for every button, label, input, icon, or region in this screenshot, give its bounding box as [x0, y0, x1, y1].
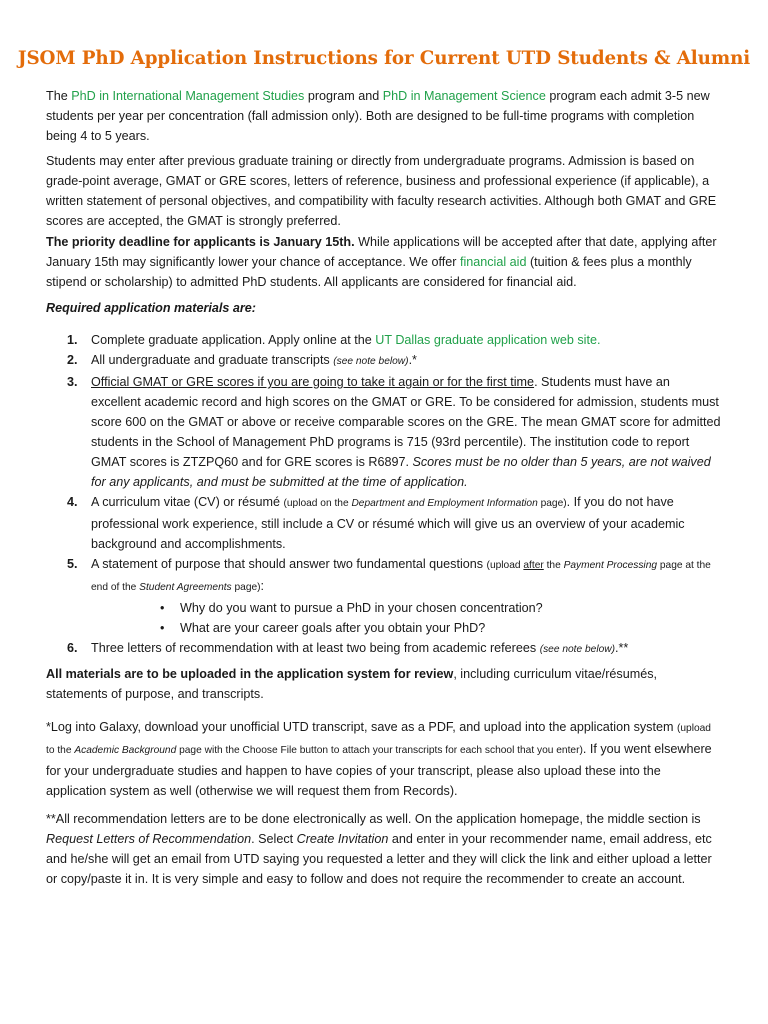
bullet-icon: • [160, 621, 165, 635]
list-item: 4. A curriculum vitae (CV) or résumé (upload on the Department and Employment Information page). If you do not have professional work experience, still include a CV or résumé which will give us an overview of your academic background and accomplishments. [67, 495, 685, 551]
purpose-questions [46, 598, 722, 638]
galaxy-paragraph: *Log into Galaxy, download your unofficial UTD transcript, save as a PDF, and upload into the application system (upload to the Academic Background page with the Choose File button to attach your transcripts for each school that you enter). If you went elsewhere for your undergraduate studies and happen to have copies of your transcript, please also upload these into the application system as well (otherwise we will request them from Records). [46, 720, 712, 798]
list-item: 5. A statement of purpose that should answer two fundamental questions (upload after the Payment Processing page at the end of the Student Agreements page): • Why do you want to pursue a PhD in your chosen concentration? • What are your career goals after you obtain your PhD? [46, 554, 722, 638]
list-item: 2. All undergraduate and graduate transcripts (see note below).* [67, 353, 417, 367]
list-item: • Why do you want to pursue a PhD in your chosen concentration? [46, 598, 722, 618]
list-item: 3. Official GMAT or GRE scores if you are going to take it again or for the first time. Students must have an excellent academic record and high scores on the GMAT or GRE. To be considered for admission, students must score 600 on the GMAT or above or receive comparable scores on the GRE. The mean GMAT score for admitted students in the School of Management PhD programs is 715 (93rd percentile). The institution code to report GMAT scores is ZTZPQ60 and for GRE scores is R6897. Scores must be no older than 5 years, are not waived for any applicants, and must be submitted at the time of application. [67, 375, 721, 489]
letters-paragraph: **All recommendation letters are to be done electronically as well. On the application homepage, the middle section is Request Letters of Recommendation. Select Create Invitation and enter in your recommender name, email address, etc and he/she will get an email from UTD saying you requested a letter and they will click the link and either upload a letter or copy/paste it in. It is very simple and easy to follow and does not require the recommender to create an account. [46, 812, 712, 886]
graduate-application-link[interactable]: UT Dallas graduate application web site. [375, 333, 601, 347]
deadline-paragraph: The priority deadline for applicants is January 15th. While applications will be accepted after that date, applying after January 15th may significantly lower your chance of acceptance. We offer financial aid (tuition & fees plus a monthly stipend or scholarship) to admitted PhD students. All applicants are considered for financial aid. [46, 235, 717, 289]
admission-paragraph: Students may enter after previous graduate training or directly from undergraduate programs. Admission is based on grade-point average, GMAT or GRE scores, letters of reference, business and professional experience (if applicable), a written statement of personal objectives, and compatibility with faculty research activities. Although both GMAT and GRE scores are accepted, the GMAT is strongly preferred. [46, 154, 717, 228]
list-item: • What are your career goals after you obtain your PhD? [46, 618, 722, 638]
required-heading: Required application materials are: [46, 301, 256, 315]
list-item: 6. Three letters of recommendation with at least two being from academic referees (see note below).** [67, 641, 629, 655]
page-title: JSOM PhD Application Instructions for Current UTD Students & Alumni [17, 48, 751, 69]
intro-paragraph: The PhD in International Management Studies program and PhD in Management Science program each admit 3-5 new students per year per concentration (fall admission only). Both are designed to be full-time programs with completion being 4 to 5 years. [46, 89, 710, 143]
list-item: 1. Complete graduate application. Apply online at the UT Dallas graduate application web site. [67, 333, 601, 347]
intl-management-link[interactable]: PhD in International Management Studies [71, 89, 305, 103]
financial-aid-link[interactable]: financial aid [459, 255, 527, 269]
requirements-list [46, 330, 722, 660]
materials-paragraph: All materials are to be uploaded in the application system for review, including curriculum vitae/résumés, statements of purpose, and transcripts. [46, 667, 657, 701]
bullet-icon: • [160, 601, 165, 615]
management-science-link[interactable]: PhD in Management Science [382, 89, 546, 103]
